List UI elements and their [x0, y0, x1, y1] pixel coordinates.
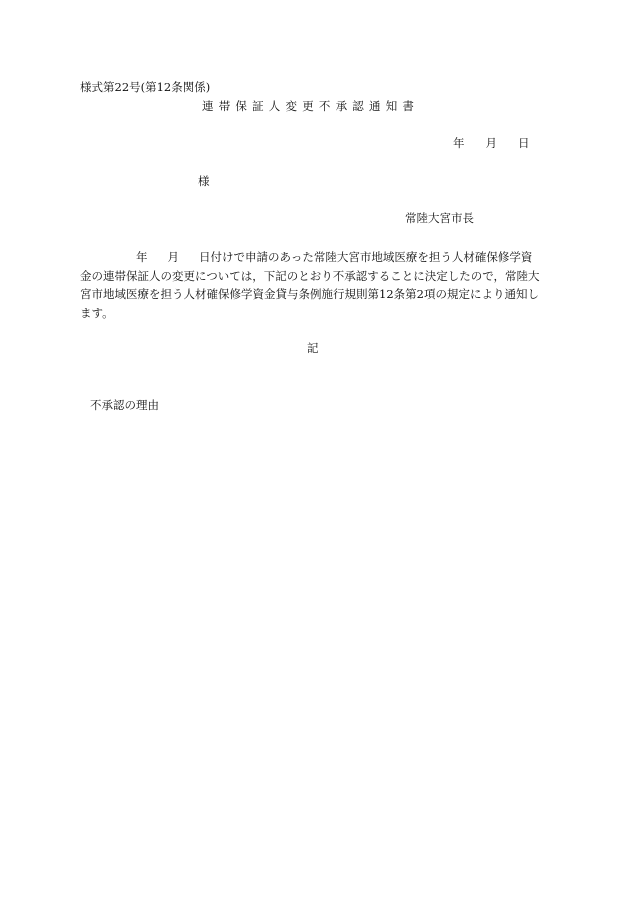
body-line-3: 宮市地域医療を担う人材確保修学資金貸与条例施行規則第12条第2項の規定により通知し: [80, 287, 539, 302]
body-line-1-rest: 日付けで申請のあった常陸大宮市地域医療を担う人材確保修学資: [199, 250, 533, 264]
sender-name: 常陸大宮市長: [405, 211, 474, 225]
form-number: 様式第22号(第12条関係): [80, 80, 211, 94]
body-year: 年: [136, 250, 148, 264]
body-line-2: 金の連帯保証人の変更については，下記のとおり不承認することに決定したので，常陸大: [80, 268, 540, 283]
reason-label: 不承認の理由: [90, 398, 159, 412]
document-title: 連帯保証人変更不承認通知書: [202, 99, 420, 113]
date-month: 月: [485, 136, 497, 150]
body-paragraph: [80, 248, 550, 323]
body-line-1: [80, 248, 550, 267]
body-month: 月: [167, 250, 179, 264]
ki-heading: 記: [307, 341, 319, 355]
body-line-4: ます。: [80, 306, 114, 321]
date-day: 日: [518, 136, 530, 150]
date-line: [453, 138, 530, 150]
date-year: 年: [453, 136, 465, 150]
addressee-honorific: 様: [198, 174, 210, 188]
